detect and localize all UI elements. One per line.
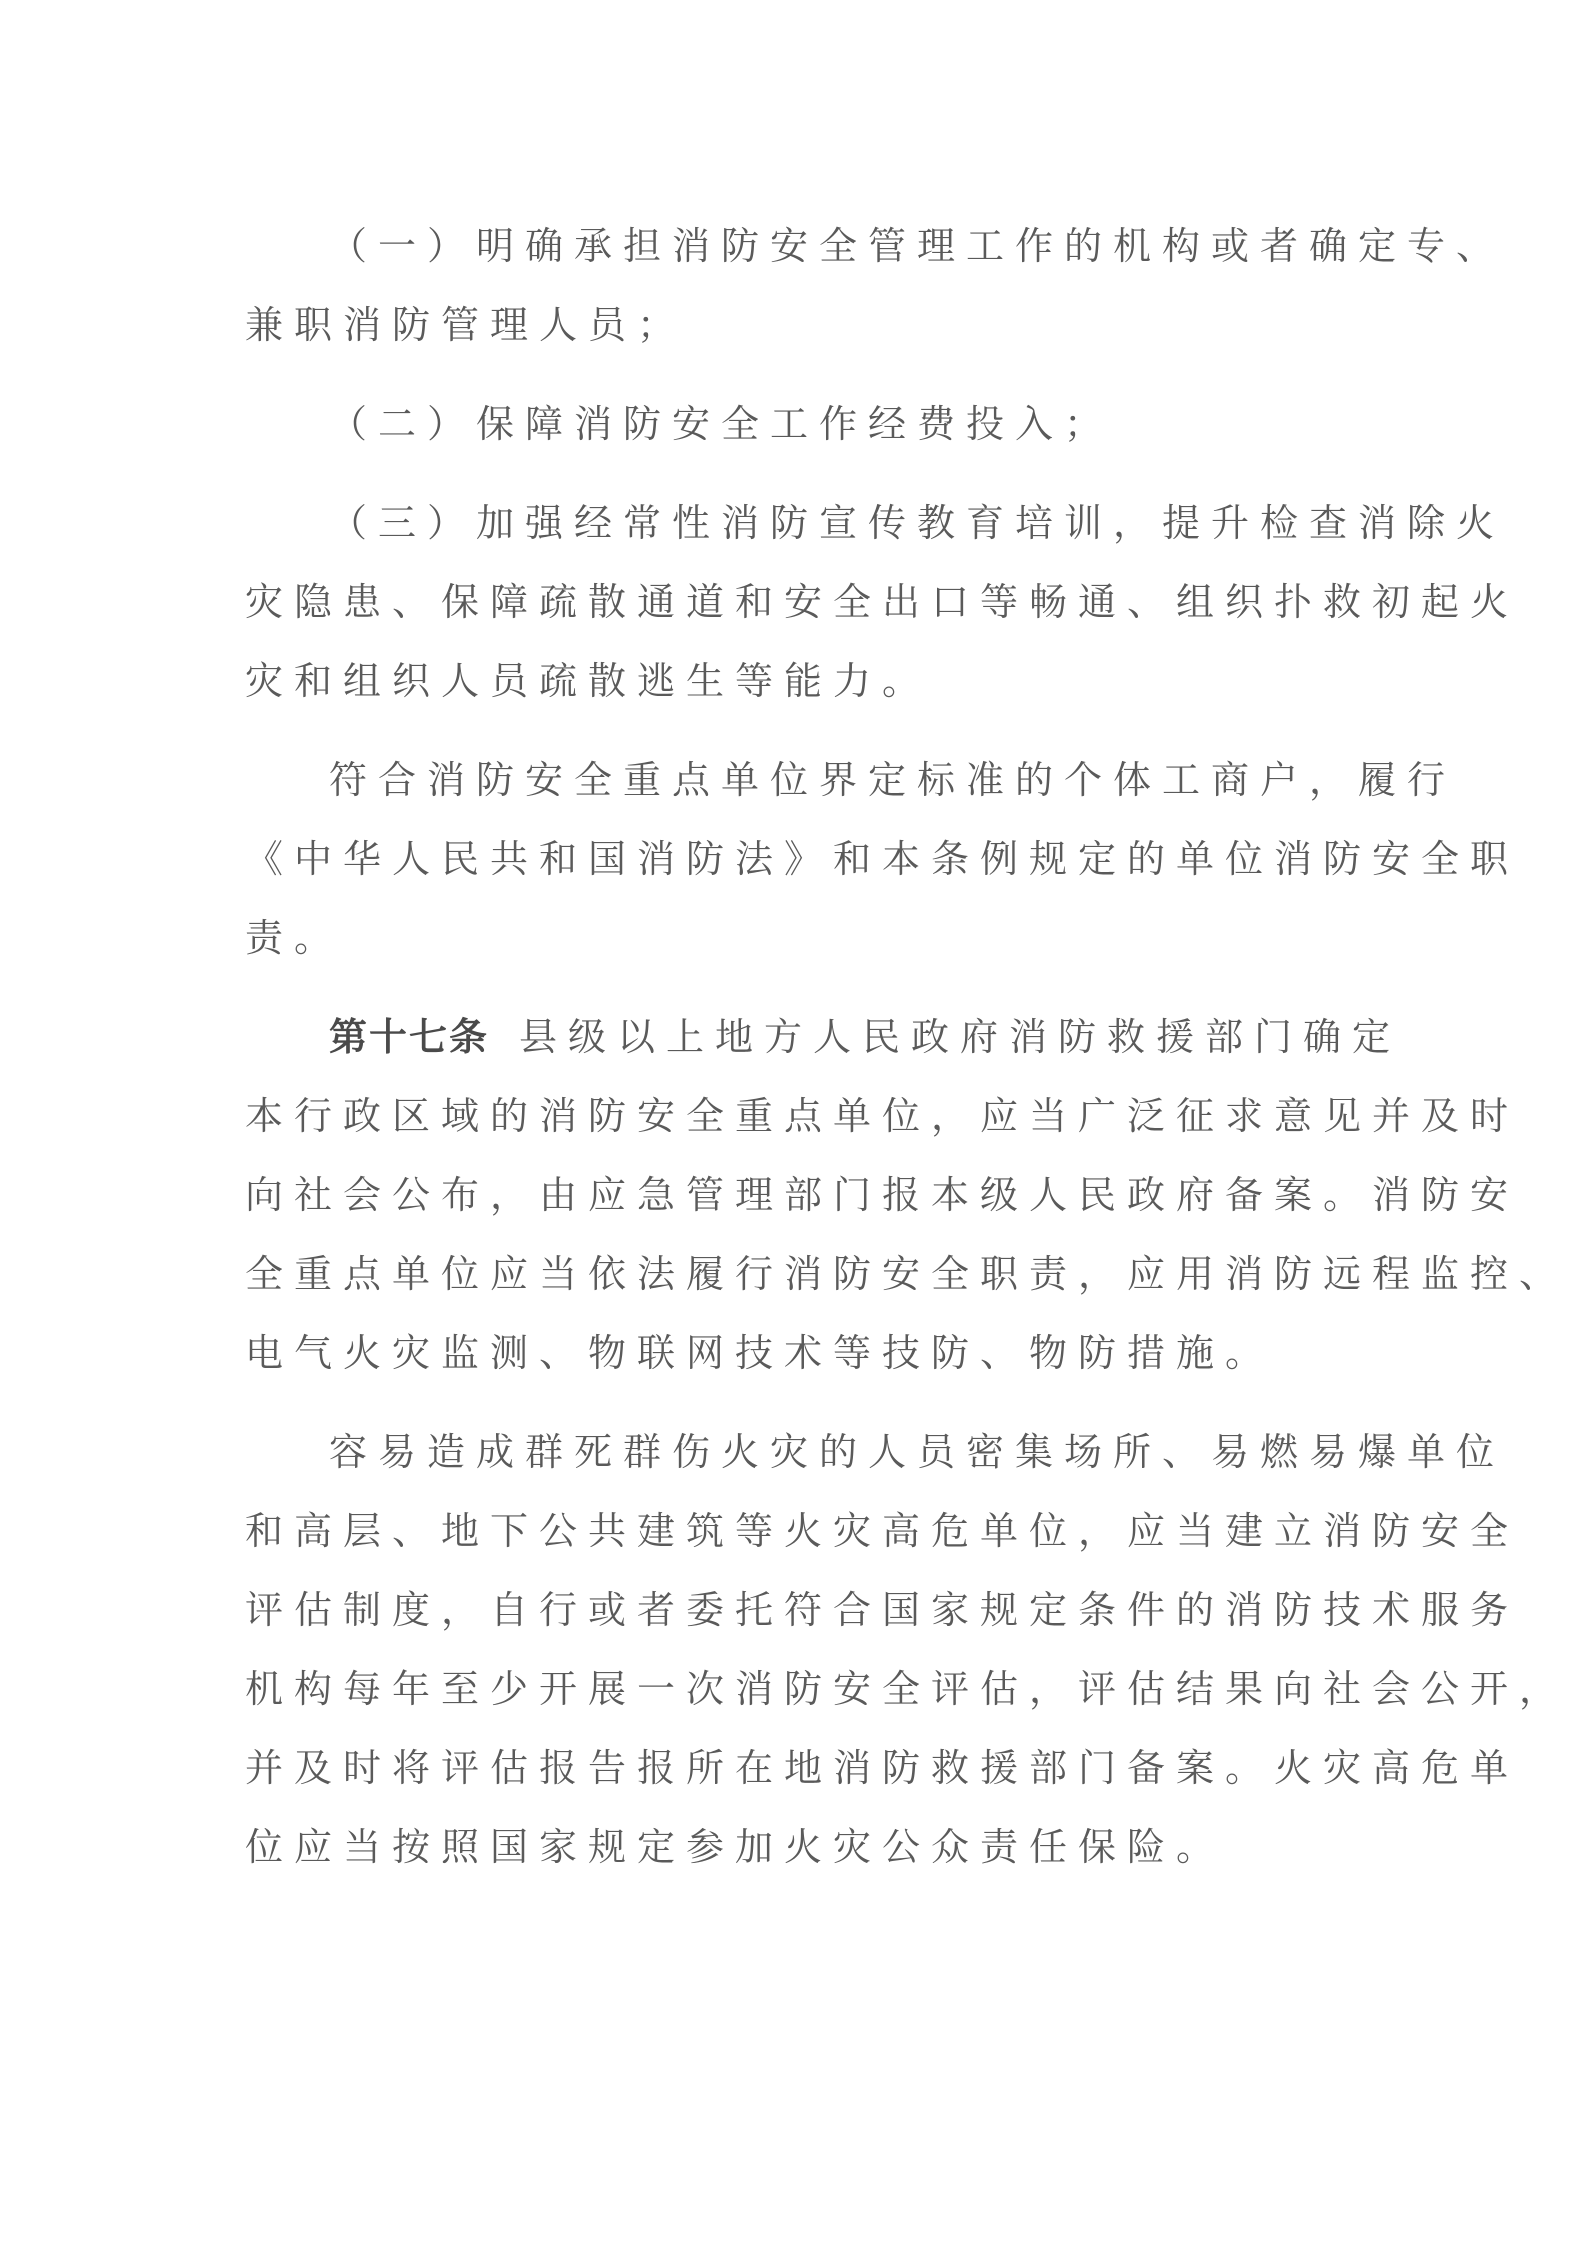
text-line: 电气火灾监测、物联网技术等技防、物防措施。: [245, 1331, 1275, 1375]
text-line: 灾和组织人员疏散逃生等能力。: [245, 659, 932, 703]
text-line: 《中华人民共和国消防法》和本条例规定的单位消防安全职: [245, 837, 1520, 881]
text-line: （二）保障消防安全工作经费投入；: [329, 402, 1114, 446]
paragraph-item-2: [245, 385, 1365, 464]
text-line: 全重点单位应当依法履行消防安全职责，应用消防远程监控、: [245, 1252, 1569, 1296]
text-line: 评估制度，自行或者委托符合国家规定条件的消防技术服务: [245, 1588, 1520, 1632]
text-line: （三）加强经常性消防宣传教育培训，提升检查消除火: [329, 501, 1506, 545]
paragraph-high-risk-units: [245, 1413, 1569, 1887]
text-line: 位应当按照国家规定参加火灾公众责任保险。: [245, 1825, 1226, 1869]
paragraph-article-17: [245, 998, 1569, 1393]
text-line: 容易造成群死群伤火灾的人员密集场所、易燃易爆单位: [329, 1430, 1506, 1474]
text-line: 兼职消防管理人员；: [245, 303, 687, 347]
text-line: 向社会公布，由应急管理部门报本级人民政府备案。消防安: [245, 1173, 1520, 1217]
paragraph-item-3: [245, 484, 1520, 721]
paragraph-item-1: [245, 207, 1506, 365]
text-line: 责。: [245, 916, 344, 960]
article-heading: 第十七条: [329, 1015, 490, 1059]
text-line: 本行政区域的消防安全重点单位，应当广泛征求意见并及时: [245, 1094, 1520, 1138]
article-text: 县级以上地方人民政府消防救援部门确定: [519, 1015, 1402, 1059]
text-line: 灾隐患、保障疏散通道和安全出口等畅通、组织扑救初起火: [245, 580, 1520, 624]
text-line: 机构每年至少开展一次消防安全评估，评估结果向社会公开，: [245, 1667, 1569, 1711]
text-line: 符合消防安全重点单位界定标准的个体工商户，履行: [329, 758, 1457, 802]
paragraph-individual-business: [245, 741, 1520, 978]
text-line: （一）明确承担消防安全管理工作的机构或者确定专、: [329, 224, 1506, 268]
text-line: 和高层、地下公共建筑等火灾高危单位，应当建立消防安全: [245, 1509, 1520, 1553]
text-line: 并及时将评估报告报所在地消防救援部门备案。火灾高危单: [245, 1746, 1520, 1790]
document-body: [245, 207, 1569, 1887]
text-line: [245, 998, 1402, 1077]
